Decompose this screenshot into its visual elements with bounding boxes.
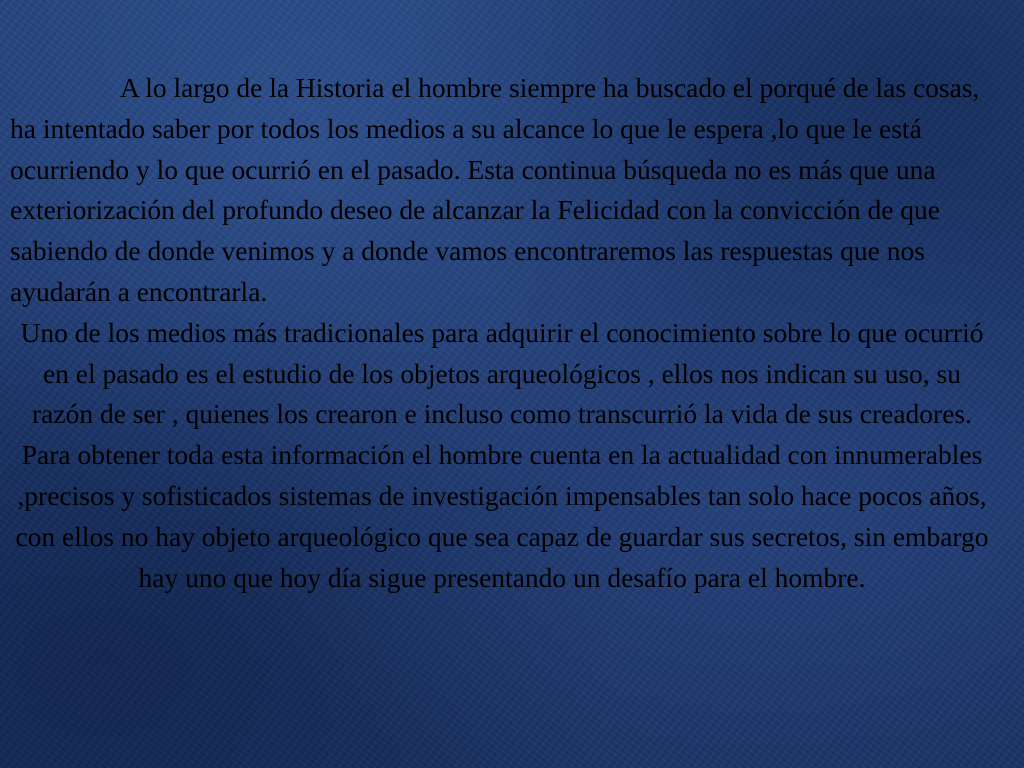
intro-paragraph: A lo largo de la Historia el hombre siempre ha buscado el porqué de las cosas, ha intentado saber por todos los medios a su alcance lo que le espera ,lo que le está ocurriendo y lo que ocurrió en el pasado. Esta continua búsqueda no es más que una exteriorización del profundo deseo de alcanzar la Felicidad con la convicción de que sabiendo de donde venimos y a donde vamos encontraremos las respuestas que nos ayudarán a encontrarla. bbox=[10, 72, 980, 307]
slide-body bbox=[10, 68, 990, 598]
second-paragraph: Uno de los medios más tradicionales para adquirir el conocimiento sobre lo que ocurrió en el pasado es el estudio de los objetos arqueológicos , ellos nos indican su uso, su razón de ser , quienes los crearon e incluso como transcurrió la vida de sus creadores. Para obtener toda esta información el hombre cuenta en la actualidad con innumerables ,precisos y sofisticados sistemas de investigación impensables tan solo hace pocos años, con ellos no hay objeto arqueológico que sea capaz de guardar sus secretos, sin embargo hay uno que hoy día sigue presentando un desafío para el hombre. bbox=[15, 316, 989, 593]
